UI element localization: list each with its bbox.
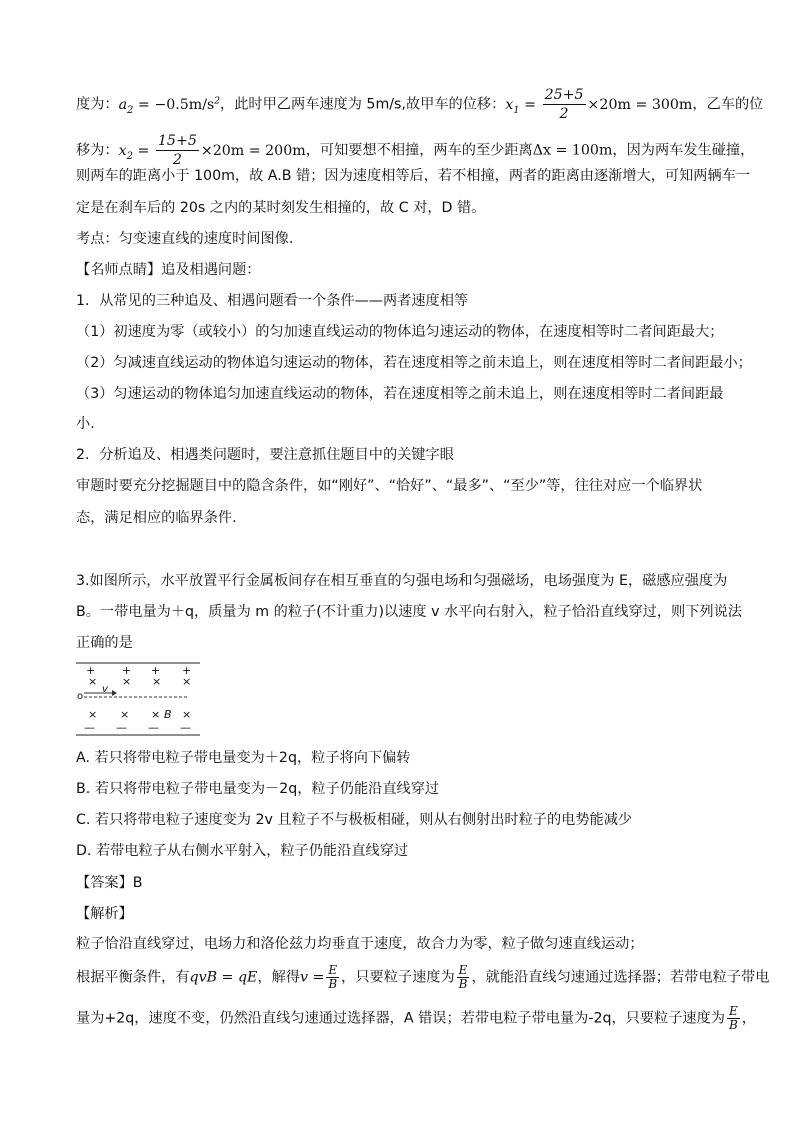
note-sub-2: （2）匀减速直线运动的物体追匀速运动的物体，若在速度相等之前未追上，则在速度相等时二者间距最小； (76, 355, 752, 371)
fraction: $\frac{25+5}{2}$ (544, 87, 584, 122)
teacher-note-heading: 【名师点睛】追及相遇问题： (76, 262, 261, 278)
magnetic-field-cross: × (88, 675, 98, 688)
formula-balance: qvB = qE (189, 969, 258, 986)
formula-a2: $a_2 = -0.5m/s^2$ (118, 95, 221, 116)
plus-sign: + (182, 664, 192, 677)
option-a: A. 若只将带电粒子带电量变为＋2q，粒子将向下偏转 (76, 750, 411, 766)
note-point-2-body: 审题时要充分挖掘题目中的隐含条件，如“刚好”、“恰好”、“最多”、“至少”等，往往对应一个临界状 (76, 478, 703, 494)
minus-sign: — (180, 721, 191, 734)
b-field-label: B (164, 708, 172, 721)
kaodian-line: 考点：匀变速直线的速度时间图像. (76, 231, 294, 247)
question-3-line-3: 正确的是 (76, 635, 133, 651)
text-segment: ，乙车的位 (692, 96, 764, 113)
minus-sign: — (148, 721, 159, 734)
note-sub-3: （3）匀速运动的物体追匀加速直线运动的物体，若在速度相等之前未追上，则在速度相等时二者间距最 (76, 386, 724, 402)
magnetic-field-cross: × (151, 708, 161, 721)
plates-field-figure (76, 662, 200, 736)
magnetic-field-cross: × (182, 675, 192, 688)
solution-line-3: 则两车的距离小于 100m，故 A.B 错；因为速度相等后，若不相撞，两者的距离由逐渐增大，可知两辆车一 (76, 168, 751, 184)
magnetic-field-cross: × (88, 708, 98, 721)
note-point-2-body-cont: 态，满足相应的临界条件. (76, 510, 237, 526)
note-sub-1: （1）初速度为零（或较小）的匀加速直线运动的物体追匀速运动的物体，在速度相等时二者间距最大； (76, 324, 724, 340)
text-segment: ，因为两车发生碰撞， (612, 142, 755, 159)
option-b: B. 若只将带电粒子带电量变为－2q，粒子仍能沿直线穿过 (76, 781, 440, 797)
text-segment: ，此时甲乙两车速度为 5m/s,故甲车的位移： (220, 96, 506, 113)
formula-v: v = (299, 969, 325, 986)
magnetic-field-cross: × (182, 708, 192, 721)
text-segment: 根据平衡条件，有 (76, 969, 190, 986)
magnetic-field-cross: × (152, 675, 162, 688)
solution-line-2 (76, 132, 754, 169)
minus-sign: — (84, 721, 95, 734)
formula-x2: $x_2$ = $\frac{15+5}{2}$ ×20m = 200m (118, 133, 306, 168)
fraction-e-over-b: $\frac{E}{B}$ (328, 963, 338, 991)
text-segment: ，解得 (257, 969, 300, 986)
note-point-1: 1．从常见的三种追及、相遇问题看一个条件——两者速度相等 (76, 293, 469, 309)
text-segment: 度为： (76, 96, 119, 113)
fraction: $\frac{15+5}{2}$ (157, 133, 197, 168)
analysis-line-2 (76, 964, 769, 991)
analysis-line-3 (76, 1005, 756, 1032)
plus-sign: + (151, 664, 161, 677)
solution-line-1 (76, 86, 763, 123)
plus-sign: + (86, 664, 96, 677)
plus-sign: + (122, 664, 132, 677)
fraction-e-over-b: $\frac{E}{B}$ (458, 963, 468, 991)
text-segment: ，只要粒子速度为 (341, 969, 455, 986)
note-sub-3-cont: 小. (76, 416, 95, 432)
answer-line: 【答案】B (76, 875, 143, 891)
text-segment: ，就能沿直线匀速通过选择器；若带电粒子带电 (471, 969, 770, 986)
magnetic-field-cross: × (120, 708, 130, 721)
minus-sign: — (116, 721, 127, 734)
question-3-line-2: B。一带电量为＋q，质量为 m 的粒子(不计重力)以速度 v 水平向右射入，粒子恰沿直线穿过，则下列说法 (76, 604, 742, 620)
question-3-line-1: 3.如图所示，水平放置平行金属板间存在相互垂直的匀强电场和匀强磁场，电场强度为 E，磁感应强度为 (76, 573, 728, 589)
velocity-label: v (102, 684, 108, 695)
note-point-2: 2．分析追及、相遇类问题时，要注意抓住题目中的关键字眼 (76, 447, 454, 463)
option-d: D. 若带电粒子从右侧水平射入，粒子仍能沿直线穿过 (76, 843, 409, 859)
solution-line-4: 定是在刹车后的 20s 之内的某时刻发生相撞的，故 C 对，D 错。 (76, 200, 486, 216)
magnetic-field-cross: × (122, 675, 132, 688)
analysis-heading: 【解析】 (76, 906, 133, 922)
formula-dx: Δx = 100m (532, 142, 613, 159)
formula-x1: $x_1$ = $\frac{25+5}{2}$ ×20m = 300m (505, 87, 693, 122)
text-segment: 量为+2q，速度不变，仍然沿直线匀速通过选择器，A 错误；若带电粒子带电量为-2q，只要粒子速度为 (76, 1010, 725, 1027)
velocity-arrowhead (112, 690, 117, 696)
particle-dot: o (77, 691, 84, 702)
fraction-e-over-b: $\frac{E}{B}$ (728, 1004, 738, 1032)
text-segment: ， (741, 1010, 756, 1027)
option-c: C. 若只将带电粒子速度变为 2v 且粒子不与极板相碰，则从右侧射出时粒子的电势能减少 (76, 812, 633, 828)
text-segment: ，可知要想不相撞，两车的至少距离 (305, 142, 533, 159)
analysis-line-1: 粒子恰沿直线穿过，电场力和洛伦兹力均垂直于速度，故合力为零，粒子做匀速直线运动； (76, 936, 644, 952)
text-segment: 移为： (76, 142, 119, 159)
